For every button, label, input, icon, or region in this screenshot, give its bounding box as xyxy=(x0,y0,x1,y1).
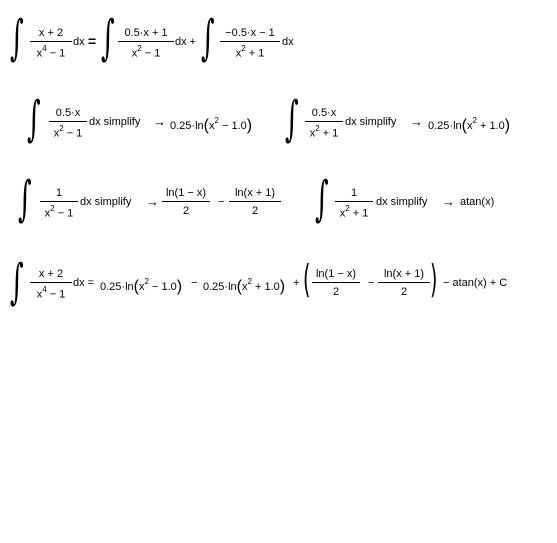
integral-sign: ∫ xyxy=(27,91,41,147)
fraction xyxy=(40,187,78,220)
fraction-bar xyxy=(30,41,72,42)
denominator: $x^2 + 1$ xyxy=(235,44,265,60)
result: $0.25\cdot\ln(x^2 - 1.0)$ xyxy=(170,116,253,134)
denominator: $x^2 - 1$ xyxy=(44,204,74,220)
denominator: $x^2 + 1$ xyxy=(309,124,339,140)
equals-sign: = xyxy=(88,33,97,49)
arrow: → xyxy=(153,114,166,129)
arrow: → xyxy=(442,194,455,209)
fraction xyxy=(49,107,87,140)
fraction xyxy=(30,268,72,301)
fraction xyxy=(220,27,280,60)
numerator: 1 xyxy=(55,187,63,199)
result-fraction: ln(x + 1) 2 xyxy=(229,187,281,217)
denominator: $x^2 - 1$ xyxy=(131,44,161,60)
term-ln-2: $0.25\cdot\ln(x^2 + 1.0)$ xyxy=(203,277,286,295)
simplify-label: dx simplify xyxy=(376,196,428,208)
fraction xyxy=(30,27,72,60)
result-fraction: ln(1 − x) 2 xyxy=(162,187,210,217)
fraction-bar xyxy=(30,282,72,283)
fraction-bar xyxy=(305,121,343,122)
denominator: $x^4 - 1$ xyxy=(36,44,66,60)
integral-sign: ∫ xyxy=(18,171,32,227)
fraction xyxy=(305,107,343,140)
numerator: 0.5·x xyxy=(311,107,337,119)
fraction-bar xyxy=(220,41,280,42)
numerator: −0.5·x − 1 xyxy=(225,27,275,39)
integral-sign: ∫ xyxy=(315,171,329,227)
dx-equals-label: dx = xyxy=(73,277,95,289)
numerator: 1 xyxy=(350,187,358,199)
minus-sign: − xyxy=(368,277,375,289)
numerator: 0.5·x + 1 xyxy=(124,27,168,39)
numerator: x + 2 xyxy=(38,268,64,280)
minus-sign: − xyxy=(218,196,225,208)
fraction-bar xyxy=(49,121,87,122)
dx-plus-label: dx + xyxy=(175,36,197,48)
right-paren: ) xyxy=(430,257,438,301)
arrow: → xyxy=(146,194,159,209)
numerator: 0.5·x xyxy=(55,107,81,119)
result-fraction: ln(x + 1) 2 xyxy=(378,268,430,298)
fraction-bar xyxy=(335,201,373,202)
tail-term: − atan(x) + C xyxy=(443,277,508,289)
arrow: → xyxy=(410,114,423,129)
term-ln-1: $0.25\cdot\ln(x^2 - 1.0)$ xyxy=(100,277,183,295)
dx-label: dx xyxy=(282,36,294,48)
integral-sign: ∫ xyxy=(101,10,115,66)
simplify-label: dx simplify xyxy=(345,116,397,128)
result-fraction: ln(1 − x) 2 xyxy=(312,268,360,298)
simplify-label: dx simplify xyxy=(89,116,141,128)
dx-label: dx xyxy=(73,36,85,48)
denominator: $x^4 - 1$ xyxy=(36,285,66,301)
numerator: x + 2 xyxy=(38,27,64,39)
integral-sign: ∫ xyxy=(10,254,24,310)
fraction xyxy=(118,27,174,60)
integral-sign: ∫ xyxy=(201,10,215,66)
left-paren: ( xyxy=(303,257,311,301)
result: $0.25\cdot\ln(x^2 + 1.0)$ xyxy=(428,116,511,134)
integral-sign: ∫ xyxy=(285,91,299,147)
simplify-label: dx simplify xyxy=(80,196,132,208)
integral-sign: ∫ xyxy=(10,10,24,66)
plus-sign: + xyxy=(293,277,300,289)
denominator: $x^2 - 1$ xyxy=(53,124,83,140)
fraction-bar xyxy=(40,201,78,202)
fraction xyxy=(335,187,373,220)
fraction-bar xyxy=(118,41,174,42)
result: atan(x) xyxy=(460,196,495,208)
denominator: $x^2 + 1$ xyxy=(339,204,369,220)
minus-sign: − xyxy=(191,277,198,289)
